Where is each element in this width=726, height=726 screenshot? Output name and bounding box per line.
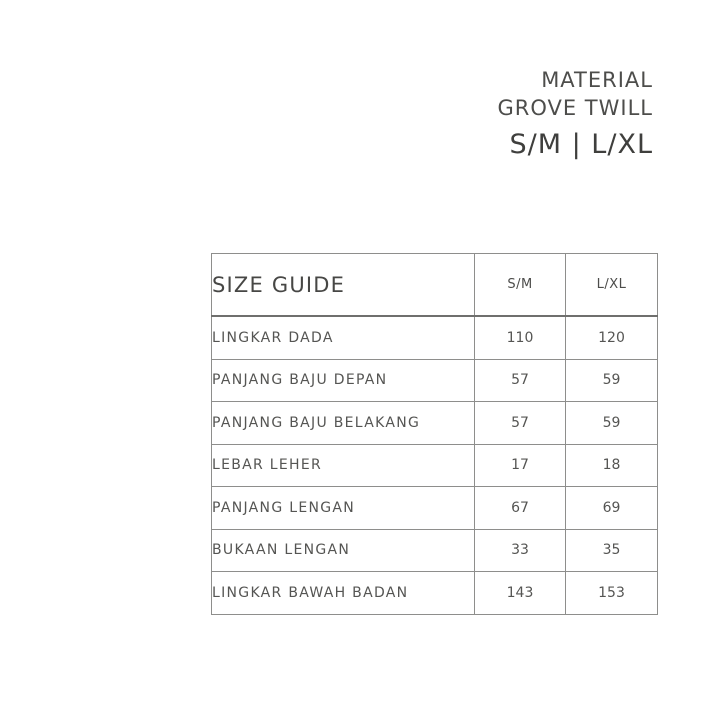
- table-row: [212, 444, 658, 487]
- table-row: [212, 487, 658, 530]
- table-row: [212, 359, 658, 402]
- value-lxl: 59: [566, 402, 658, 445]
- available-sizes: S/M | L/XL: [509, 129, 653, 160]
- table-row: [212, 402, 658, 445]
- value-sm: 110: [475, 316, 566, 359]
- value-lxl: 153: [566, 572, 658, 615]
- value-lxl: 120: [566, 316, 658, 359]
- product-header: [497, 66, 653, 162]
- measurement-label: PANJANG LENGAN: [212, 487, 475, 530]
- value-lxl: 59: [566, 359, 658, 402]
- value-sm: 67: [475, 487, 566, 530]
- value-sm: 57: [475, 359, 566, 402]
- table-row: [212, 572, 658, 615]
- column-header-sm: S/M: [475, 254, 566, 317]
- value-sm: 33: [475, 529, 566, 572]
- measurement-label: LEBAR LEHER: [212, 444, 475, 487]
- column-header-lxl: L/XL: [566, 254, 658, 317]
- fabric-name: GROVE TWILL: [497, 96, 653, 120]
- value-sm: 57: [475, 402, 566, 445]
- table-row: [212, 529, 658, 572]
- table-header-row: [212, 254, 658, 317]
- value-lxl: 35: [566, 529, 658, 572]
- value-lxl: 18: [566, 444, 658, 487]
- size-guide-title: SIZE GUIDE: [212, 254, 475, 317]
- table-row: [212, 316, 658, 359]
- measurement-label: BUKAAN LENGAN: [212, 529, 475, 572]
- measurement-label: PANJANG BAJU BELAKANG: [212, 402, 475, 445]
- measurement-label: LINGKAR BAWAH BADAN: [212, 572, 475, 615]
- measurement-label: PANJANG BAJU DEPAN: [212, 359, 475, 402]
- size-guide-table: [211, 253, 658, 615]
- value-sm: 17: [475, 444, 566, 487]
- material-label: MATERIAL: [541, 68, 653, 92]
- measurement-label: LINGKAR DADA: [212, 316, 475, 359]
- value-sm: 143: [475, 572, 566, 615]
- value-lxl: 69: [566, 487, 658, 530]
